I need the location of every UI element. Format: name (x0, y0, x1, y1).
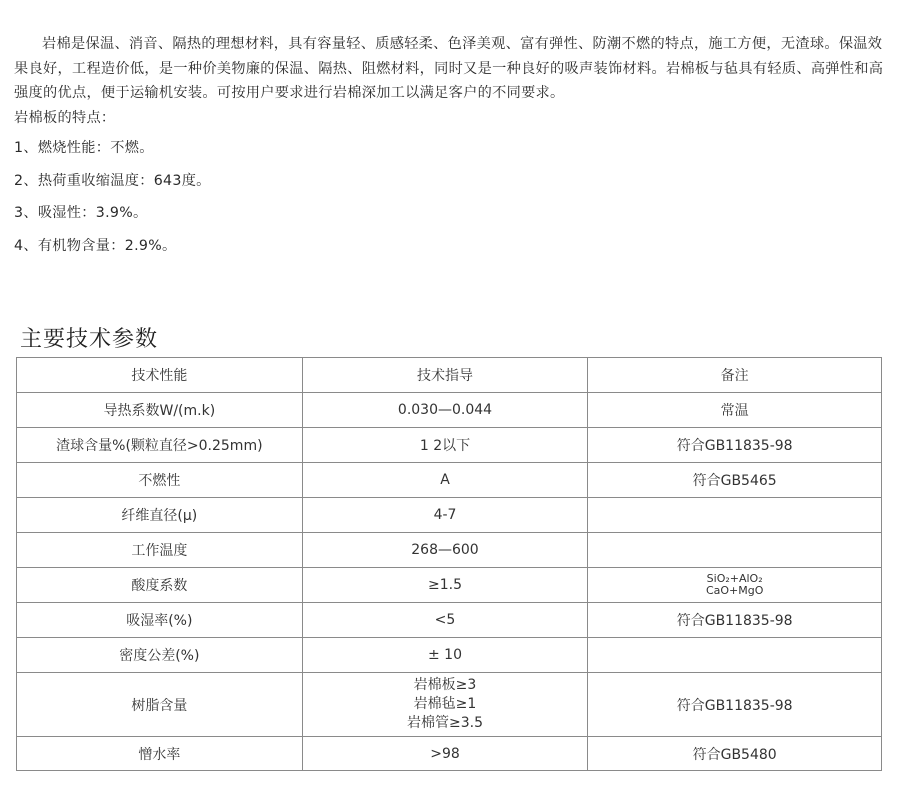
cell-note (588, 568, 882, 603)
table-row (17, 673, 882, 737)
cell-property: 不燃性 (17, 463, 303, 498)
technical-parameters-table (16, 357, 882, 771)
cell-note: 符合GB11835-98 (588, 428, 882, 463)
cell-note: 常温 (588, 393, 882, 428)
value-line: 岩棉毡≥1 (413, 696, 477, 712)
cell-property: 吸湿率(%) (17, 603, 303, 638)
cell-value: A (302, 463, 588, 498)
value-line: 岩棉管≥3.5 (407, 715, 483, 731)
cell-note: 符合GB5480 (588, 737, 882, 771)
cell-value: 4-7 (302, 498, 588, 533)
cell-value: ± 10 (302, 638, 588, 673)
table-row (17, 603, 882, 638)
feature-item: 3、吸湿性：3.9%。 (14, 205, 148, 221)
note-line: SiO₂+AlO₂ (706, 572, 763, 585)
cell-note (588, 638, 882, 673)
header-property: 技术性能 (17, 358, 303, 393)
table-row (17, 737, 882, 771)
table-row (17, 638, 882, 673)
section-title: 主要技术参数 (20, 327, 159, 352)
cell-value: <5 (302, 603, 588, 638)
feature-item: 4、有机物含量：2.9%。 (14, 237, 177, 254)
cell-property: 导热系数W/(m.k) (17, 393, 303, 428)
cell-property: 酸度系数 (17, 568, 303, 603)
features-title: 岩棉板的特点： (14, 109, 116, 126)
table-row (17, 498, 882, 533)
intro-paragraph: 岩棉是保温、消音、隔热的理想材料，具有容量轻、质感轻柔、色泽美观、富有弹性、防潮不燃的特点，施工方便，无渣球。保温效果良好，工程造价低，是一种价美物廉的保温、隔热、阻燃材料，同时又是一种良好的吸声装饰材料。岩棉板与毡具有轻质、高弹性和高强度的优点，便于运输机安装。可按用户要求进行岩棉深加工以满足客户的不同要求。 (14, 36, 884, 101)
cell-value: ≥1.5 (302, 568, 588, 603)
cell-note (588, 498, 882, 533)
cell-value: 0.030—0.044 (302, 393, 588, 428)
cell-value: 268—600 (302, 533, 588, 568)
table-row (17, 393, 882, 428)
table-row (17, 568, 882, 603)
table-row (17, 428, 882, 463)
feature-item: 1、燃烧性能：不燃。 (14, 140, 154, 156)
table-row (17, 463, 882, 498)
feature-item: 2、热荷重收缩温度：643度。 (14, 172, 211, 189)
header-value: 技术指导 (302, 358, 588, 393)
cell-value (302, 673, 588, 737)
cell-property: 纤维直径(μ) (17, 498, 303, 533)
cell-note: 符合GB5465 (588, 463, 882, 498)
table-header-row (17, 358, 882, 393)
cell-note: 符合GB11835-98 (588, 673, 882, 737)
cell-value: >98 (302, 737, 588, 771)
cell-property: 密度公差(%) (17, 638, 303, 673)
header-note: 备注 (588, 358, 882, 393)
cell-value: 1 2以下 (302, 428, 588, 463)
cell-note: 符合GB11835-98 (588, 603, 882, 638)
cell-property: 树脂含量 (17, 673, 303, 737)
value-line: 岩棉板≥3 (413, 677, 477, 693)
cell-note (588, 533, 882, 568)
cell-property: 渣球含量%(颗粒直径>0.25mm) (17, 428, 303, 463)
table-row (17, 533, 882, 568)
intro-section (14, 32, 892, 258)
note-line: CaO+MgO (705, 584, 764, 597)
cell-property: 工作温度 (17, 533, 303, 568)
cell-property: 憎水率 (17, 737, 303, 771)
